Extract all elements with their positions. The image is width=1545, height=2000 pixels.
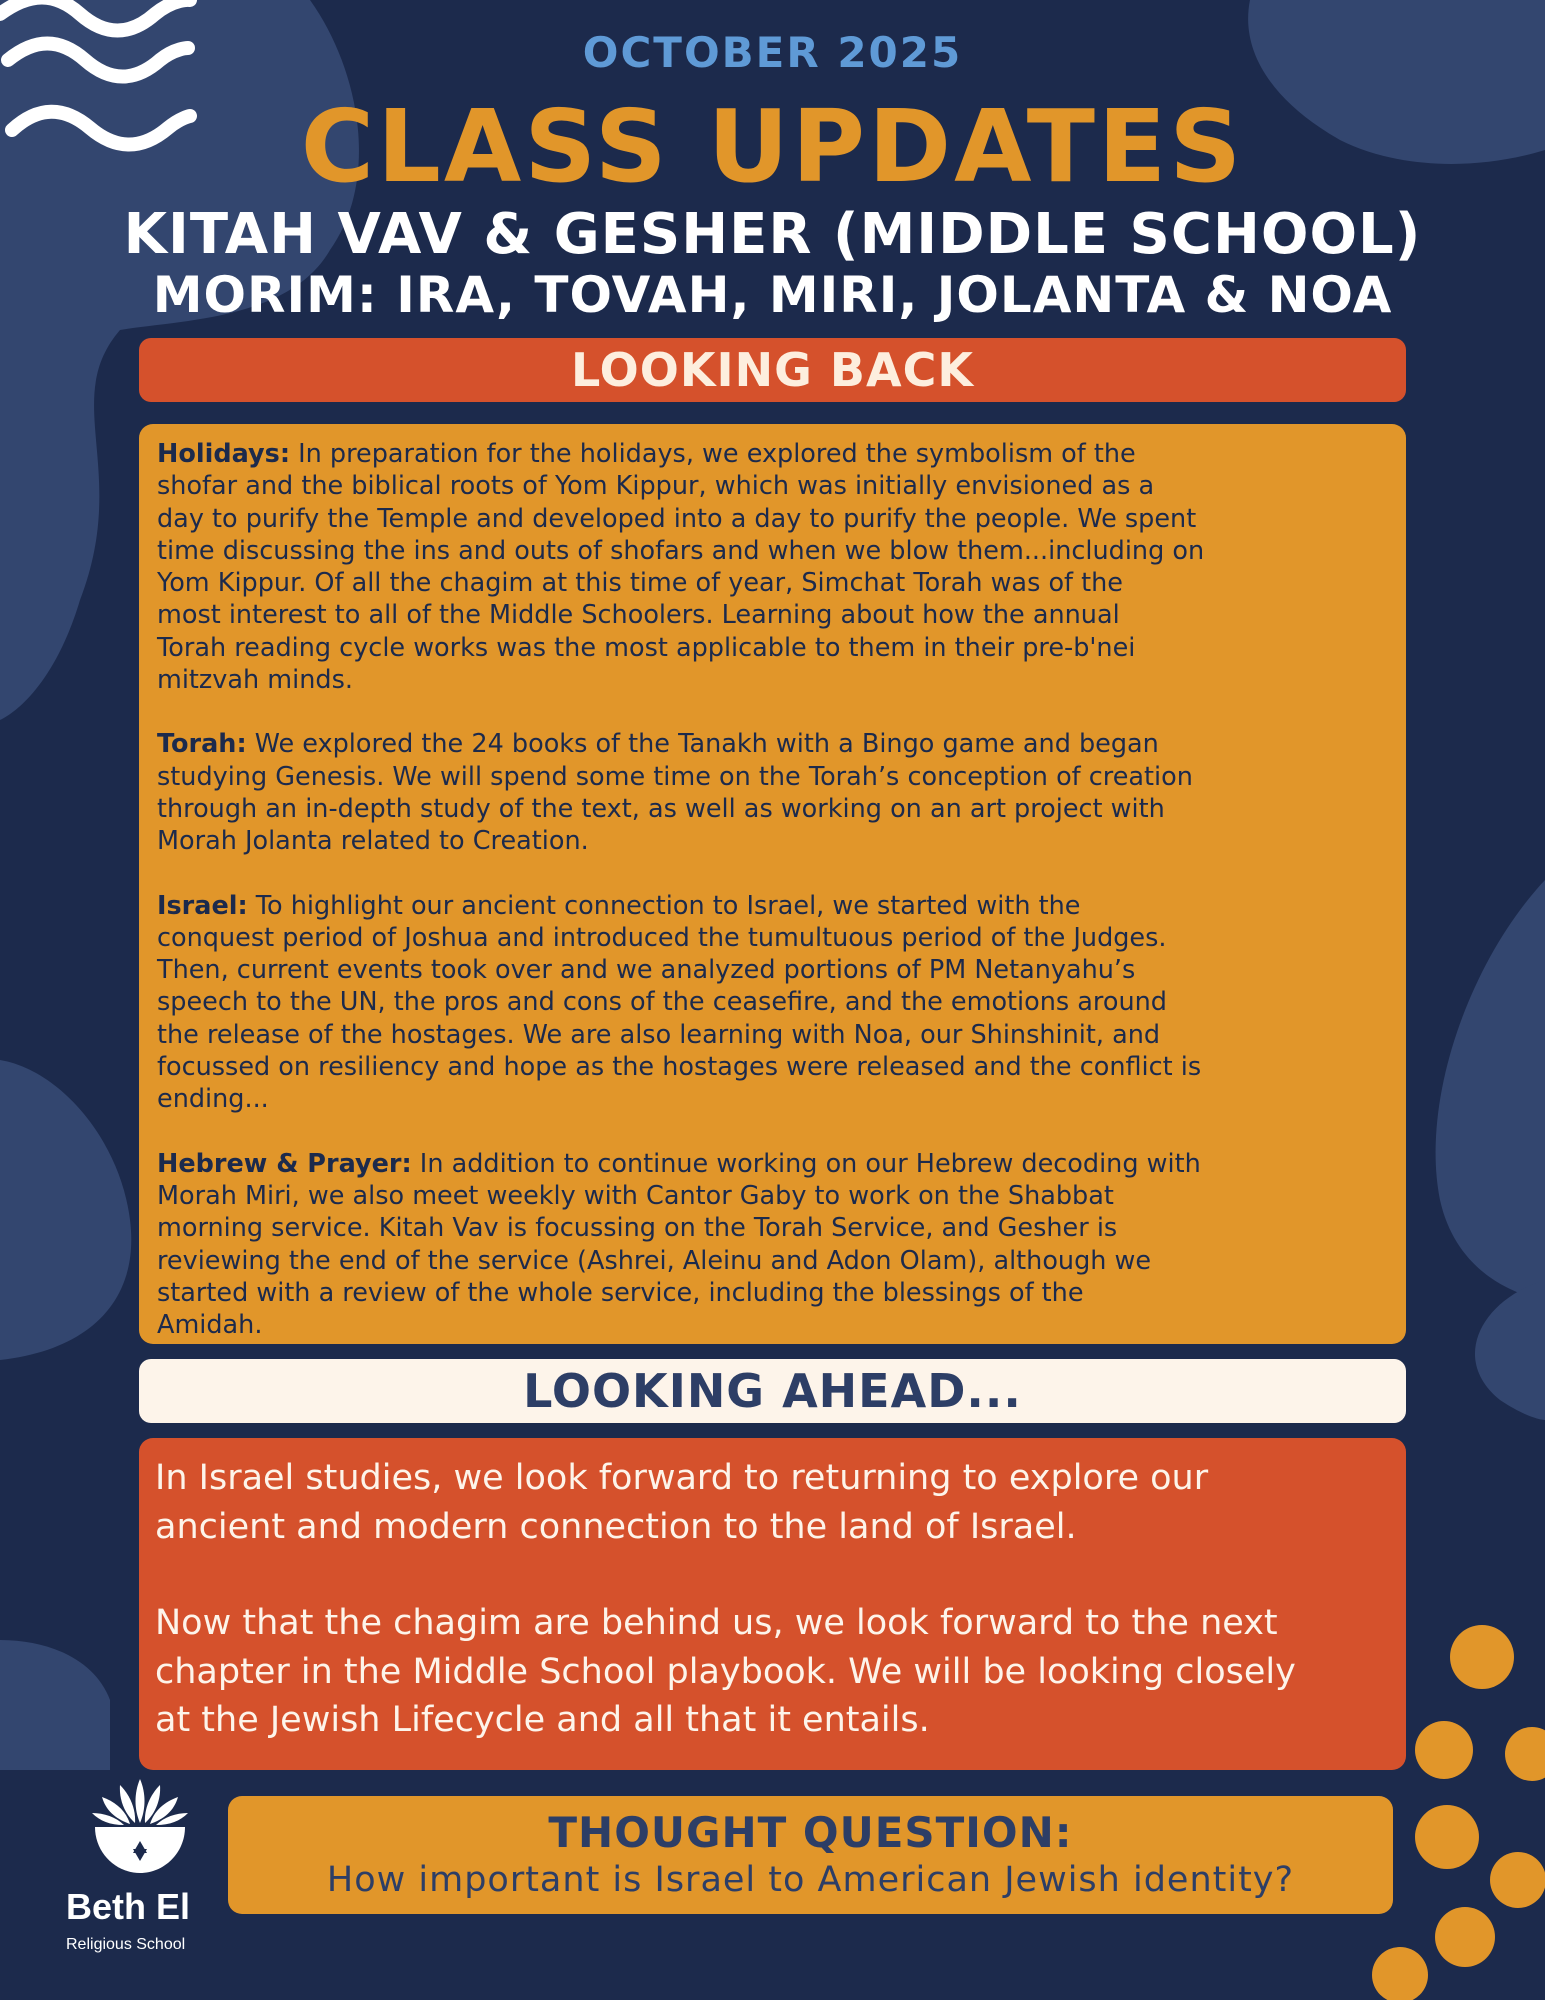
section-text-line: To highlight our ancient connection to Israel, we started with the (247, 890, 1081, 921)
section-label: Israel: (157, 890, 248, 921)
thought-question-box (228, 1796, 1393, 1914)
section-text-line: through an in-depth study of the text, as well as working on an art project with (157, 793, 1165, 824)
looking-ahead-line: Now that the chagim are behind us, we look forward to the next (155, 1603, 1278, 1643)
looking-ahead-line: In Israel studies, we look forward to returning to explore our (155, 1458, 1209, 1498)
section-label: Holidays: (157, 439, 291, 469)
section-text-line: In preparation for the holidays, we explored the symbolism of the (290, 439, 1136, 469)
section-text-line: Yom Kippur. Of all the chagim at this time of year, Simchat Torah was of the (157, 568, 1123, 599)
section-text-line: Torah reading cycle works was the most applicable to them in their pre-b'nei (157, 632, 1136, 663)
looking-back-panel (139, 424, 1406, 1344)
section-label: Torah: (157, 729, 247, 760)
dot-4 (1415, 1805, 1479, 1869)
section-text-line: started with a review of the whole service, including the blessings of the (157, 1277, 1084, 1308)
class-subtitle: KITAH VAV & GESHER (MIDDLE SCHOOL) (123, 202, 1422, 267)
section-text-line: focussed on resiliency and hope as the hostages were released and the conflict is (157, 1052, 1202, 1083)
section-text-line: ending... (157, 1084, 269, 1115)
looking-ahead-line: ancient and modern connection to the land of Israel. (155, 1506, 1077, 1547)
dot-6 (1435, 1907, 1495, 1967)
section-text-line: shofar and the biblical roots of Yom Kippur, which was initially envisioned as a (157, 471, 1155, 502)
looking-ahead-paragraph (155, 1599, 1388, 1745)
page-title: CLASS UPDATES (300, 88, 1245, 205)
teachers-line: MORIM: IRA, TOVAH, MIRI, JOLANTA & NOA (152, 266, 1393, 324)
section-text-line: We explored the 24 books of the Tanakh with a Bingo game and began (246, 729, 1159, 760)
dot-1 (1450, 1625, 1514, 1689)
looking-back-section (157, 1148, 1388, 1342)
looking-ahead-line: chapter in the Middle School playbook. We will be looking closely (155, 1651, 1296, 1692)
looking-back-section (157, 728, 1388, 857)
section-text-line: the release of the hostages. We are also learning with Noa, our Shinshinit, and (157, 1019, 1161, 1050)
dot-3 (1505, 1727, 1545, 1781)
looking-ahead-paragraph (155, 1454, 1388, 1551)
dot-7 (1372, 1947, 1428, 2000)
section-text-line: studying Genesis. We will spend some time on the Torah’s conception of creation (157, 761, 1193, 792)
section-text-line: speech to the UN, the pros and cons of the ceasefire, and the emotions around (157, 987, 1167, 1018)
blob-bottom-right (1475, 1280, 1545, 1420)
looking-ahead-line: at the Jewish Lifecycle and all that it entails. (155, 1700, 930, 1740)
section-text-line: In addition to continue working on our Hebrew decoding with (411, 1148, 1201, 1179)
thought-question-title: THOUGHT QUESTION: (548, 1808, 1073, 1857)
blob-bottom-left (0, 1640, 110, 1770)
section-text-line: most interest to all of the Middle Schoolers. Learning about how the annual (157, 600, 1120, 631)
looking-ahead-panel (139, 1438, 1406, 1770)
logo-subtitle: Religious School (66, 1936, 186, 1953)
dot-2 (1415, 1721, 1473, 1779)
section-text-line: morning service. Kitah Vav is focussing on the Torah Service, and Gesher is (157, 1213, 1118, 1244)
looking-back-heading: LOOKING BACK (139, 338, 1406, 402)
looking-ahead-heading: LOOKING AHEAD... (139, 1359, 1406, 1423)
section-label: Hebrew & Prayer: (157, 1148, 412, 1179)
section-text-line: day to purify the Temple and developed into a day to purify the people. We spent (157, 503, 1197, 534)
section-text-line: Morah Miri, we also meet weekly with Cantor Gaby to work on the Shabbat (157, 1180, 1114, 1211)
blob-mid-right (1436, 880, 1545, 1300)
newsletter-month: OCTOBER 2025 (582, 28, 963, 77)
logo-name: Beth El (66, 1886, 191, 1927)
section-text-line: Then, current events took over and we analyzed portions of PM Netanyahu’s (157, 955, 1136, 986)
section-text-line: time discussing the ins and outs of shofars and when we blow them...including on (157, 535, 1205, 566)
thought-question-text: How important is Israel to American Jewish identity? (326, 1860, 1295, 1900)
section-text-line: Amidah. (157, 1310, 263, 1341)
section-text-line: mitzvah minds. (157, 665, 353, 696)
looking-back-section (157, 890, 1388, 1116)
tree-star-icon (90, 1775, 190, 1875)
section-text-line: reviewing the end of the service (Ashrei, Aleinu and Adon Olam), although we (157, 1245, 1152, 1276)
dot-5 (1490, 1852, 1545, 1908)
looking-back-section (157, 438, 1388, 696)
blob-mid-left (0, 1060, 131, 1360)
section-text-line: Morah Jolanta related to Creation. (157, 826, 589, 857)
section-text-line: conquest period of Joshua and introduced the tumultuous period of the Judges. (157, 922, 1167, 953)
